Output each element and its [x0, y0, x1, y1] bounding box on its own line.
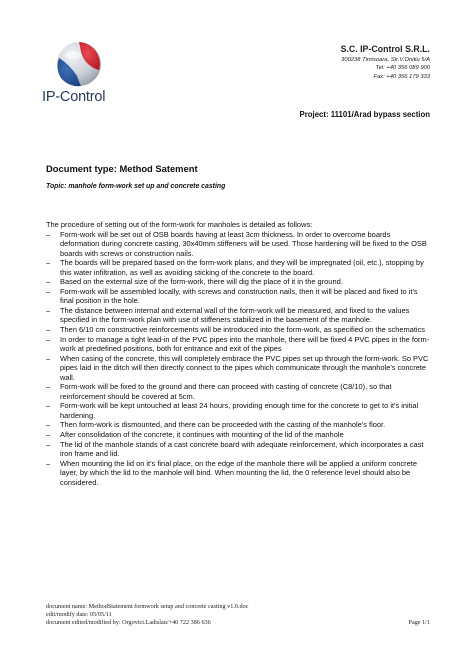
document-body	[46, 220, 430, 487]
footer-document-name: document name: MethodStatement formwork setup and concrete casting v1.0.doc	[46, 603, 249, 610]
company-address: 300238 Timisoara, Str.V.Onitiu 5/A	[341, 57, 430, 63]
company-name: S.C. IP-Control S.R.L.	[340, 44, 430, 54]
company-info	[341, 44, 430, 81]
list-item: – The lid of the manhole stands of a cast concrete board with adequate reinforcement, which incorporates a cast iron frame and lid.	[46, 440, 430, 459]
list-item: – After consolidation of the concrete, it continues with mounting of the lid of the manhole	[46, 430, 430, 440]
intro-paragraph: The procedure of setting out of the form-work for manholes is detailed as follows:	[46, 220, 313, 229]
list-item: – Form-work will be fixed to the ground and there can proceed with casting of concrete (C8/10), so that reinforcement should be covered at 5cm.	[46, 382, 430, 401]
list-item: – Form-work will be assembled locally, with screws and construction nails, then it will be placed and fixed to it's final position in the hole.	[46, 287, 430, 306]
list-item: – The distance between internal and external wall of the form-work will be measured, and fixed to the values specified in the form-work plan with use of stiffeners stabilized in the basement of the manhole.	[46, 306, 430, 325]
list-item: – Based on the external size of the form-work, there will dig the place of it in the ground.	[46, 277, 430, 287]
list-item: – Then 6/10 cm constructive reinforcements will be introduced into the form-work, as specified on the schematics	[46, 325, 430, 335]
company-tel: Tel: +40 356 089 900	[375, 65, 430, 72]
footer-edited-by-row	[46, 619, 430, 627]
list-item: – When mounting the lid on it's final place, on the edge of the manhole there will be applied a uniform concrete layer, by which the lid to the manhole will bind. When mounting the lid, the 0 reference level should also be considered.	[46, 459, 430, 488]
list-item: – Form-work will be kept untouched at least 24 hours, providing enough time for the concrete to get to it's initial hardening.	[46, 401, 430, 420]
page-number: Page 1/1	[408, 619, 430, 627]
project-title: Project: 11101/Arad bypass section	[299, 110, 430, 119]
list-item: – In order to manage a tight lead-in of the PVC pipes into the manhole, there will be fixed 4 PVC pipes in the form-work at predefined positions, both for entrance and exit of the pipes	[46, 335, 430, 354]
list-item: – Then form-work is dismounted, and there can be proceeded with the casting of the manhole's floor.	[46, 420, 430, 430]
document-footer	[46, 603, 430, 628]
document-topic: Topic: manhole form-work set up and concrete casting	[46, 183, 226, 190]
list-item: – When casing of the concrete, this will completely embrace the PVC pipes set up through the form-work. So PVC pipes laid in the ditch will then directly connect to the pipes which communicate through the manhole's concrete wall.	[46, 354, 430, 383]
footer-edited-by: document edited/modified by: Orgovici.Ladislau/+40 722 386 636	[46, 619, 211, 627]
company-fax: Fax: +40 356 179 333	[373, 73, 430, 80]
logo-text: IP-Control	[42, 89, 106, 105]
footer-edit-date: edit/modify date: 05/05/11	[46, 611, 112, 619]
company-logo	[42, 40, 120, 112]
procedure-steps	[46, 230, 430, 488]
document-type: Document type: Method Satement	[46, 163, 198, 174]
list-item: – Form-work will be set out of OSB boards having at least 3cm thickness. In order to overcome boards deformation during concrete casting, 30x40mm stiffeners will be used. Those hardening will be fixed to the OSB boards with screws or construction nails.	[46, 230, 430, 259]
list-item: – The boards will be prepared based on the form-work plans, and they will be impregnated (oil, etc.), stopping by this water infiltration, as well as avoiding sticking of the concrete to the board.	[46, 258, 430, 277]
globe-logo-icon	[55, 40, 103, 88]
